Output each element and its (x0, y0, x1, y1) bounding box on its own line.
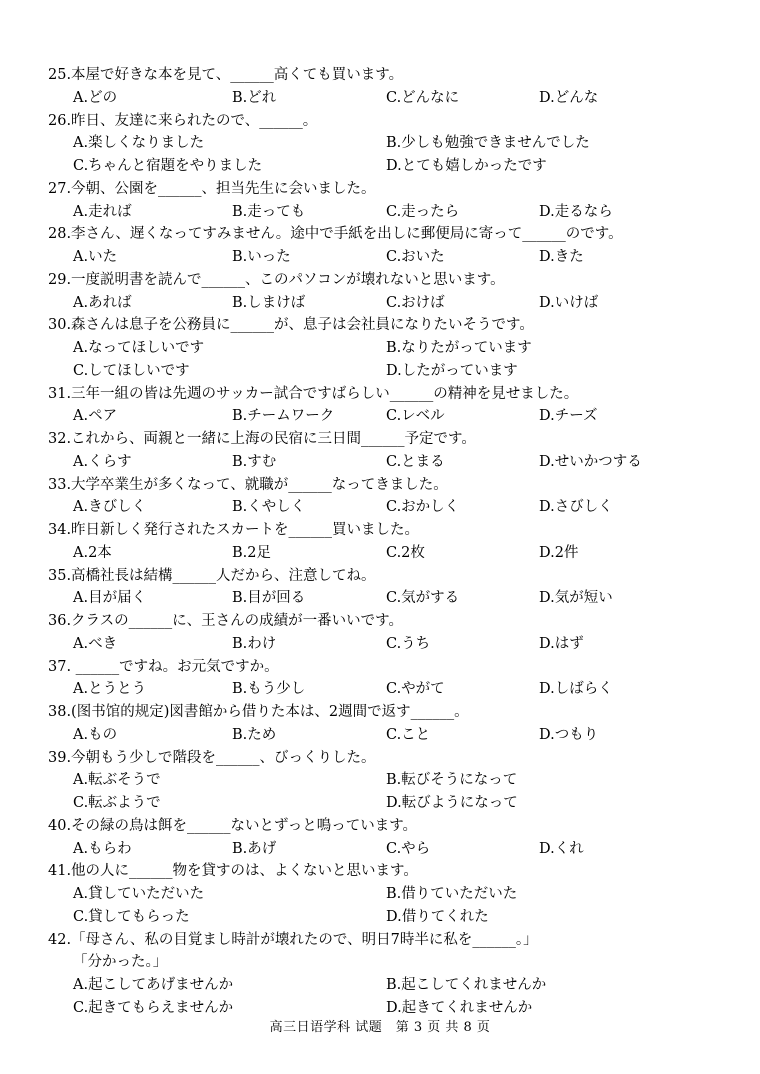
options-row (48, 155, 760, 178)
answer-option: D.起きてくれませんか (386, 999, 533, 1016)
answer-option: D.いけば (539, 294, 599, 311)
options-row (48, 87, 760, 110)
answer-option: A.ペア (73, 408, 118, 425)
options-row (48, 201, 760, 224)
question-stem: 39.今朝もう少しで階段を______、びっくりした。 (48, 749, 376, 766)
answer-option: A.目が届く (73, 590, 147, 607)
answer-option: B.しまけば (232, 294, 306, 311)
answer-option: C.貸してもらった (73, 908, 190, 925)
question-stem: 34.昨日新しく発行されたスカートを______買いました。 (48, 522, 420, 538)
answer-option: D.さびしく (539, 499, 613, 516)
question-block (48, 178, 760, 224)
question-block (48, 314, 760, 382)
answer-option: D.きた (539, 249, 584, 265)
options-row (48, 587, 760, 610)
answer-option: C.走ったら (386, 203, 460, 220)
question-stem: 37. ______ですね。お元気ですか。 (48, 658, 279, 675)
options-row (48, 633, 760, 656)
answer-option: A.もらわ (73, 840, 132, 857)
question-block (48, 565, 760, 611)
answer-option: A.あれば (73, 294, 132, 311)
answer-option: D.転びようになって (386, 795, 518, 811)
options-row (48, 792, 760, 815)
question-stem: 41.他の人に______物を貸すのは、よくないと思います。 (48, 863, 418, 880)
question-dialogue-line: 「分かった。」 (73, 954, 168, 971)
answer-option: B.ため (232, 726, 277, 743)
answer-option: B.2足 (232, 544, 271, 561)
answer-option: D.チーズ (539, 408, 598, 425)
answer-option: A.起こしてあげませんか (73, 977, 234, 993)
answer-option: C.おいた (386, 249, 445, 265)
options-row (48, 883, 760, 906)
question-block (48, 474, 760, 520)
answer-option: A.どの (73, 89, 118, 106)
answer-option: B.あげ (232, 840, 277, 857)
question-block (48, 610, 760, 656)
answer-option: B.わけ (232, 635, 277, 652)
question-stem: 31.三年一組の皆は先週のサッカー試合ですばらしい______の精神を見せました。 (48, 385, 579, 402)
answer-option: C.どんなに (386, 89, 460, 106)
answer-option: B.借りていただいた (386, 886, 518, 902)
question-stem: 33.大学卒業生が多くなって、就職が______なってきました。 (48, 476, 448, 493)
question-stem: 25.本屋で好きな本を見て、______高くても買います。 (48, 67, 404, 83)
answer-option: C.うち (386, 635, 431, 652)
answer-option: C.やがて (386, 681, 445, 698)
answer-option: C.レベル (386, 408, 445, 425)
question-stem: 28.李さん、遅くなってすみません。途中で手紙を出しに郵便局に寄って______のです。 (48, 226, 623, 243)
answer-option: C.おかしく (386, 499, 460, 516)
answer-option: C.転ぶようで (73, 795, 161, 811)
answer-option: D.はず (539, 635, 584, 652)
answer-option: B.転びそうになって (386, 772, 518, 789)
question-stem: 30.森さんは息子を公務員に______が、息子は会社員になりたいそうです。 (48, 317, 534, 334)
answer-option: D.したがっています (386, 362, 518, 379)
question-block (48, 701, 760, 747)
answer-option: D.せいかつする (539, 453, 642, 470)
answer-option: B.なりたがっています (386, 340, 532, 356)
question-stem: 40.その緑の鳥は餌を______ないとずっと鳴っています。 (48, 817, 418, 834)
answer-option: B.いった (232, 249, 291, 265)
question-block (48, 110, 760, 178)
answer-option: C.やら (386, 840, 431, 857)
options-row (48, 838, 760, 861)
exam-page (0, 64, 760, 1020)
answer-option: B.目が回る (232, 590, 306, 607)
options-row (48, 542, 760, 565)
question-stem: 26.昨日、友達に来られたので、______。 (48, 112, 318, 129)
options-row (48, 405, 760, 428)
question-block (48, 860, 760, 928)
answer-option: C.とまる (386, 453, 445, 470)
answer-option: B.くやしく (232, 499, 306, 516)
answer-option: C.こと (386, 726, 431, 743)
answer-option: D.借りてくれた (386, 908, 489, 925)
question-block (48, 747, 760, 815)
question-stem: 32.これから、両親と一緒に上海の民宿に三日間______予定です。 (48, 431, 476, 447)
answer-option: D.つもり (539, 726, 599, 743)
answer-option: A.2本 (73, 544, 112, 561)
answer-option: A.なってほしいです (73, 340, 205, 356)
question-stem: 38.(图书馆的规定)図書館から借りた本は、2週間で返す______。 (48, 704, 469, 720)
answer-option: B.もう少し (232, 681, 306, 698)
question-block (48, 815, 760, 861)
question-stem: 29.一度説明書を読んで______、このパソコンが壊れないと思います。 (48, 271, 505, 288)
options-row (48, 132, 760, 155)
answer-option: D.とても嬉しかったです (386, 158, 547, 174)
answer-option: D.走るなら (539, 203, 613, 220)
answer-option: A.いた (73, 249, 118, 265)
options-row (48, 337, 760, 360)
answer-option: B.すむ (232, 453, 277, 470)
question-block (48, 223, 760, 269)
answer-option: B.少しも勉強できませんでした (386, 135, 590, 152)
answer-option: A.べき (73, 635, 118, 652)
answer-option: A.きびしく (73, 499, 147, 516)
answer-option: C.ちゃんと宿題をやりました (73, 158, 263, 174)
page-footer: 高三日语学科 试题 第 3 页 共 8 页 (269, 1020, 491, 1035)
answer-option: A.もの (73, 726, 118, 743)
options-row (48, 974, 760, 997)
answer-option: B.どれ (232, 89, 277, 106)
question-stem: 27.今朝、公園を______、担当先生に会いました。 (48, 180, 376, 197)
options-row (48, 678, 760, 701)
question-block (48, 656, 760, 702)
answer-option: D.くれ (539, 840, 584, 857)
answer-option: D.どんな (539, 89, 599, 106)
answer-option: C.2枚 (386, 544, 425, 561)
answer-option: C.おけば (386, 294, 445, 311)
question-stem: 36.クラスの______に、王さんの成績が一番いいです。 (48, 613, 403, 629)
options-row (48, 451, 760, 474)
question-block (48, 428, 760, 474)
question-stem: 42.「母さん、私の目覚まし時計が壊れたので、明日7時半に私を______。」 (48, 931, 538, 948)
answer-option: A.とうとう (73, 681, 147, 698)
question-block (48, 383, 760, 429)
answer-option: A.転ぶそうで (73, 772, 161, 789)
answer-option: A.貸していただいた (73, 886, 205, 902)
answer-option: D.気が短い (539, 590, 613, 607)
options-row (48, 360, 760, 383)
answer-option: A.楽しくなりました (73, 135, 205, 152)
question-block (48, 64, 760, 110)
options-row (48, 292, 760, 315)
options-row (48, 906, 760, 929)
question-block (48, 929, 760, 1020)
options-row (48, 496, 760, 519)
question-block (48, 519, 760, 565)
question-block (48, 269, 760, 315)
answer-option: D.2件 (539, 544, 579, 561)
options-row (48, 246, 760, 269)
answer-option: C.気がする (386, 590, 460, 607)
options-row (48, 769, 760, 792)
answer-option: B.起こしてくれませんか (386, 977, 547, 993)
answer-option: C.起きてもらえませんか (73, 999, 234, 1016)
options-row (48, 724, 760, 747)
answer-option: B.チームワーク (232, 408, 335, 425)
answer-option: A.くらす (73, 453, 132, 470)
answer-option: B.走っても (232, 203, 306, 220)
question-stem: 35.高橋社長は結構______人だから、注意してね。 (48, 567, 376, 584)
answer-option: C.してほしいです (73, 362, 190, 379)
answer-option: A.走れば (73, 203, 132, 220)
answer-option: D.しばらく (539, 681, 613, 698)
